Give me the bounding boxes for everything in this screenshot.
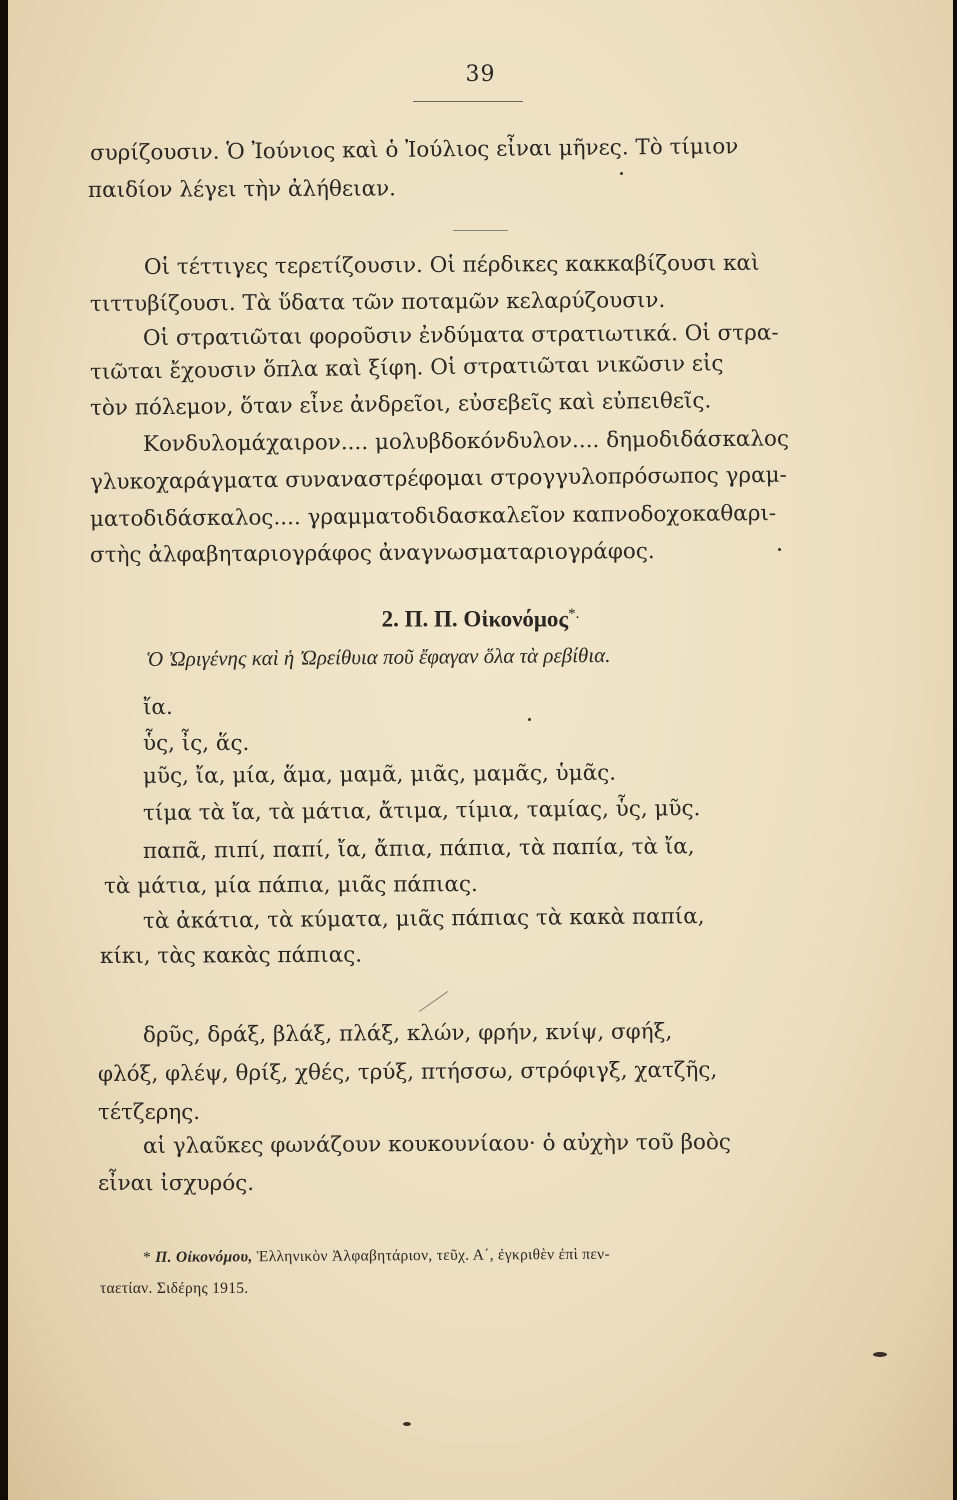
text-line: ἴα.: [143, 695, 173, 720]
text-line: στὴς ἀλφαβηταριογράφος ἀναγνωσματαριογράφος.: [89, 539, 655, 568]
footnote-line: * Π. Οἰκονόμου, Ἑλληνικὸν Ἀλφαβητάριον, τεῦχ. Α΄, ἐγκριθὲν ἐπὶ πεν-: [142, 1245, 610, 1266]
footnote-author: Π. Οἰκονόμου,: [155, 1248, 253, 1266]
text-line: αἱ γλαῦκες φωνάζουν κουκουνίαου· ὁ αὐχὴν τοῦ βοὸς: [142, 1129, 732, 1159]
text-line: Οἱ στρατιῶται φοροῦσιν ἐνδύματα στρατιωτικά. Οἱ στρα-: [142, 320, 779, 351]
text-line: κίκι, τὰς κακὰς πάπιας.: [99, 942, 363, 969]
book-page: [8, 0, 953, 1500]
paper-speck: [528, 718, 531, 721]
text-line: Κονδυλομάχαιρον.... μολυβδοκόνδυλον.... δημοδιδάσκαλος: [142, 426, 790, 457]
page-number: 39: [465, 62, 496, 87]
text-line: δρῦς, δράξ, βλάξ, πλάξ, κλών, φρήν, κνίψ, σφήξ,: [142, 1019, 673, 1048]
paper-speck: [778, 548, 781, 551]
paper-speck: [403, 1422, 411, 1426]
text-line: τὸν πόλεμον, ὅταν εἶνε ἀνδρεῖοι, εὐσεβεῖς καὶ εὐπειθεῖς.: [89, 388, 712, 421]
text-line: παιδίον λέγει τὴν ἀλήθειαν.: [87, 176, 397, 203]
separator-mark: [419, 991, 448, 1012]
footnote-marker: *: [142, 1248, 152, 1266]
paper-speck: [620, 172, 623, 175]
text-line: τέτζερης.: [98, 1100, 201, 1125]
text-line: φλόξ, φλέψ, θρίξ, χθές, τρύξ, πτήσσω, στρόφιγξ, χατζῆς,: [97, 1057, 718, 1087]
section-heading: 2. Π. Π. Οἰκονόμος*.: [381, 606, 580, 632]
text-line: ὗς, ἶς, ἅς.: [143, 731, 250, 756]
text-line: εἶναι ἰσχυρός.: [98, 1171, 255, 1196]
epigraph: Ὁ Ὠριγένης καὶ ἡ Ὠρείθυια ποῦ ἔφαγαν ὅλα τὰ ρεβίθια.: [145, 642, 611, 671]
separator-rule: [453, 230, 508, 231]
text-line: παπᾶ, πιπί, παπί, ἴα, ἄπια, πάπια, τὰ παπία, τὰ ἴα,: [142, 834, 695, 864]
text-line: μῦς, ἴα, μία, ἅμα, μαμᾶ, μιᾶς, μαμᾶς, ὑμᾶς.: [142, 760, 617, 789]
text-line: τὰ μάτια, μία πάπια, μιᾶς πάπιας.: [103, 872, 478, 899]
text-line: τιττυβίζουσι. Τὰ ὕδατα τῶν ποταμῶν κελαρύζουσιν.: [89, 287, 666, 317]
page-number-rule: [413, 101, 523, 102]
footnote-line: ταετίαν. Σιδέρης 1915.: [100, 1280, 249, 1297]
text-line: τίμα τὰ ἴα, τὰ μάτια, ἄτιμα, τίμια, ταμίας, ὗς, μῦς.: [142, 796, 701, 826]
text-line: γλυκοχαράγματα συναναστρέφομαι στρογγυλοπρόσωπος γραμ-: [89, 462, 787, 495]
text-line: τιῶται ἔχουσιν ὅπλα καὶ ξίφη. Οἱ στρατιῶται νικῶσιν εἰς: [89, 351, 724, 385]
text-line: Οἱ τέττιγες τερετίζουσιν. Οἱ πέρδικες κακκαβίζουσι καὶ: [143, 250, 760, 280]
paper-speck: [873, 1352, 887, 1357]
text-line: συρίζουσιν. Ὁ Ἰούνιος καὶ ὁ Ἰούλιος εἶναι μῆνες. Τὸ τίμιον: [89, 134, 739, 166]
text-line: ματοδιδάσκαλος.... γραμματοδιδασκαλεῖον καπνοδοχοκαθαρι-: [89, 501, 777, 532]
footnote-marker: *.: [568, 606, 580, 622]
text-line: τὰ ἀκάτια, τὰ κύματα, μιᾶς πάπιας τὰ κακὰ παπία,: [142, 904, 705, 934]
